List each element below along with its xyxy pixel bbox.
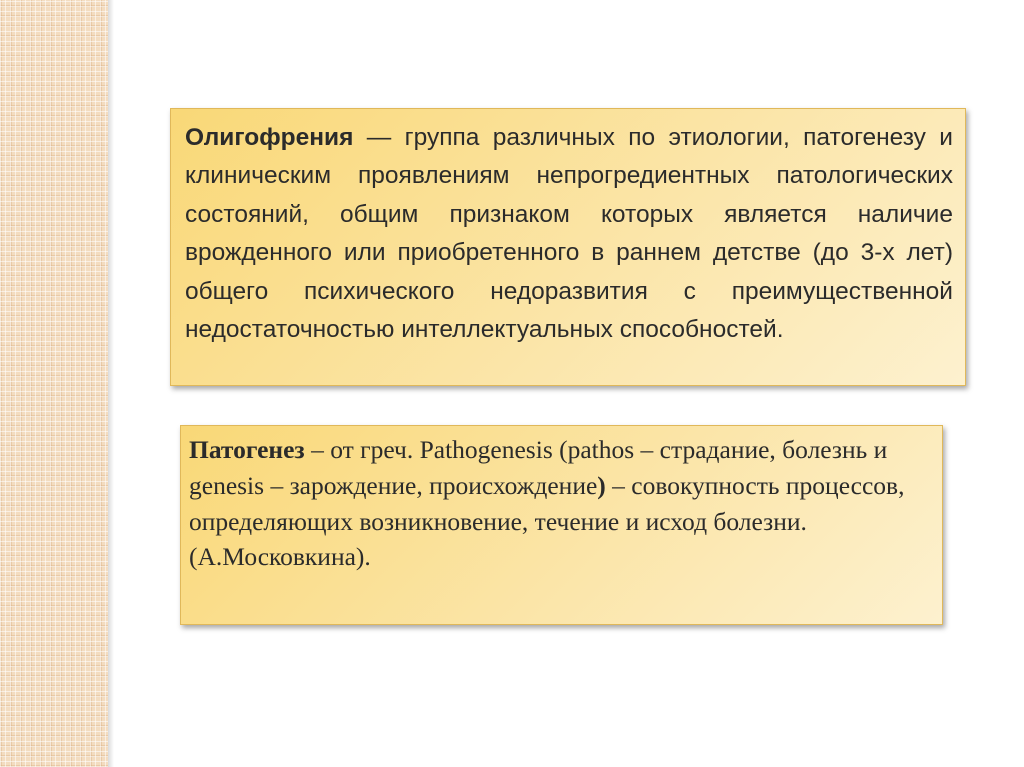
decorative-side-strip bbox=[0, 0, 108, 767]
pathogenesis-term: Патогенез bbox=[189, 435, 305, 464]
pathogenesis-bold-bracket: ) bbox=[597, 470, 606, 500]
side-strip-shadow bbox=[108, 0, 114, 767]
oligophrenia-definition-box bbox=[170, 108, 966, 386]
pathogenesis-text-part1: – от греч. Pathogenesis (pathos – страдание, болезнь и genesis – зарождение, происхождение bbox=[189, 435, 888, 500]
pathogenesis-text-part2: – совокупность процессов, определяющих возникновение, течение и исход болезни. (А.Московкина). bbox=[189, 470, 905, 572]
oligophrenia-definition-text: — группа различных по этиологии, патогенезу и клиническим проявлениям непрогредиентных патологических состояний, общим признаком которых является наличие врожденного или приобретенного в раннем детстве (до 3-х лет) общего психического недоразвития с преимущественной недостаточностью интеллектуальных способностей. bbox=[185, 124, 953, 344]
oligophrenia-term: Олигофрения bbox=[185, 124, 354, 151]
pathogenesis-definition-box bbox=[180, 425, 943, 625]
